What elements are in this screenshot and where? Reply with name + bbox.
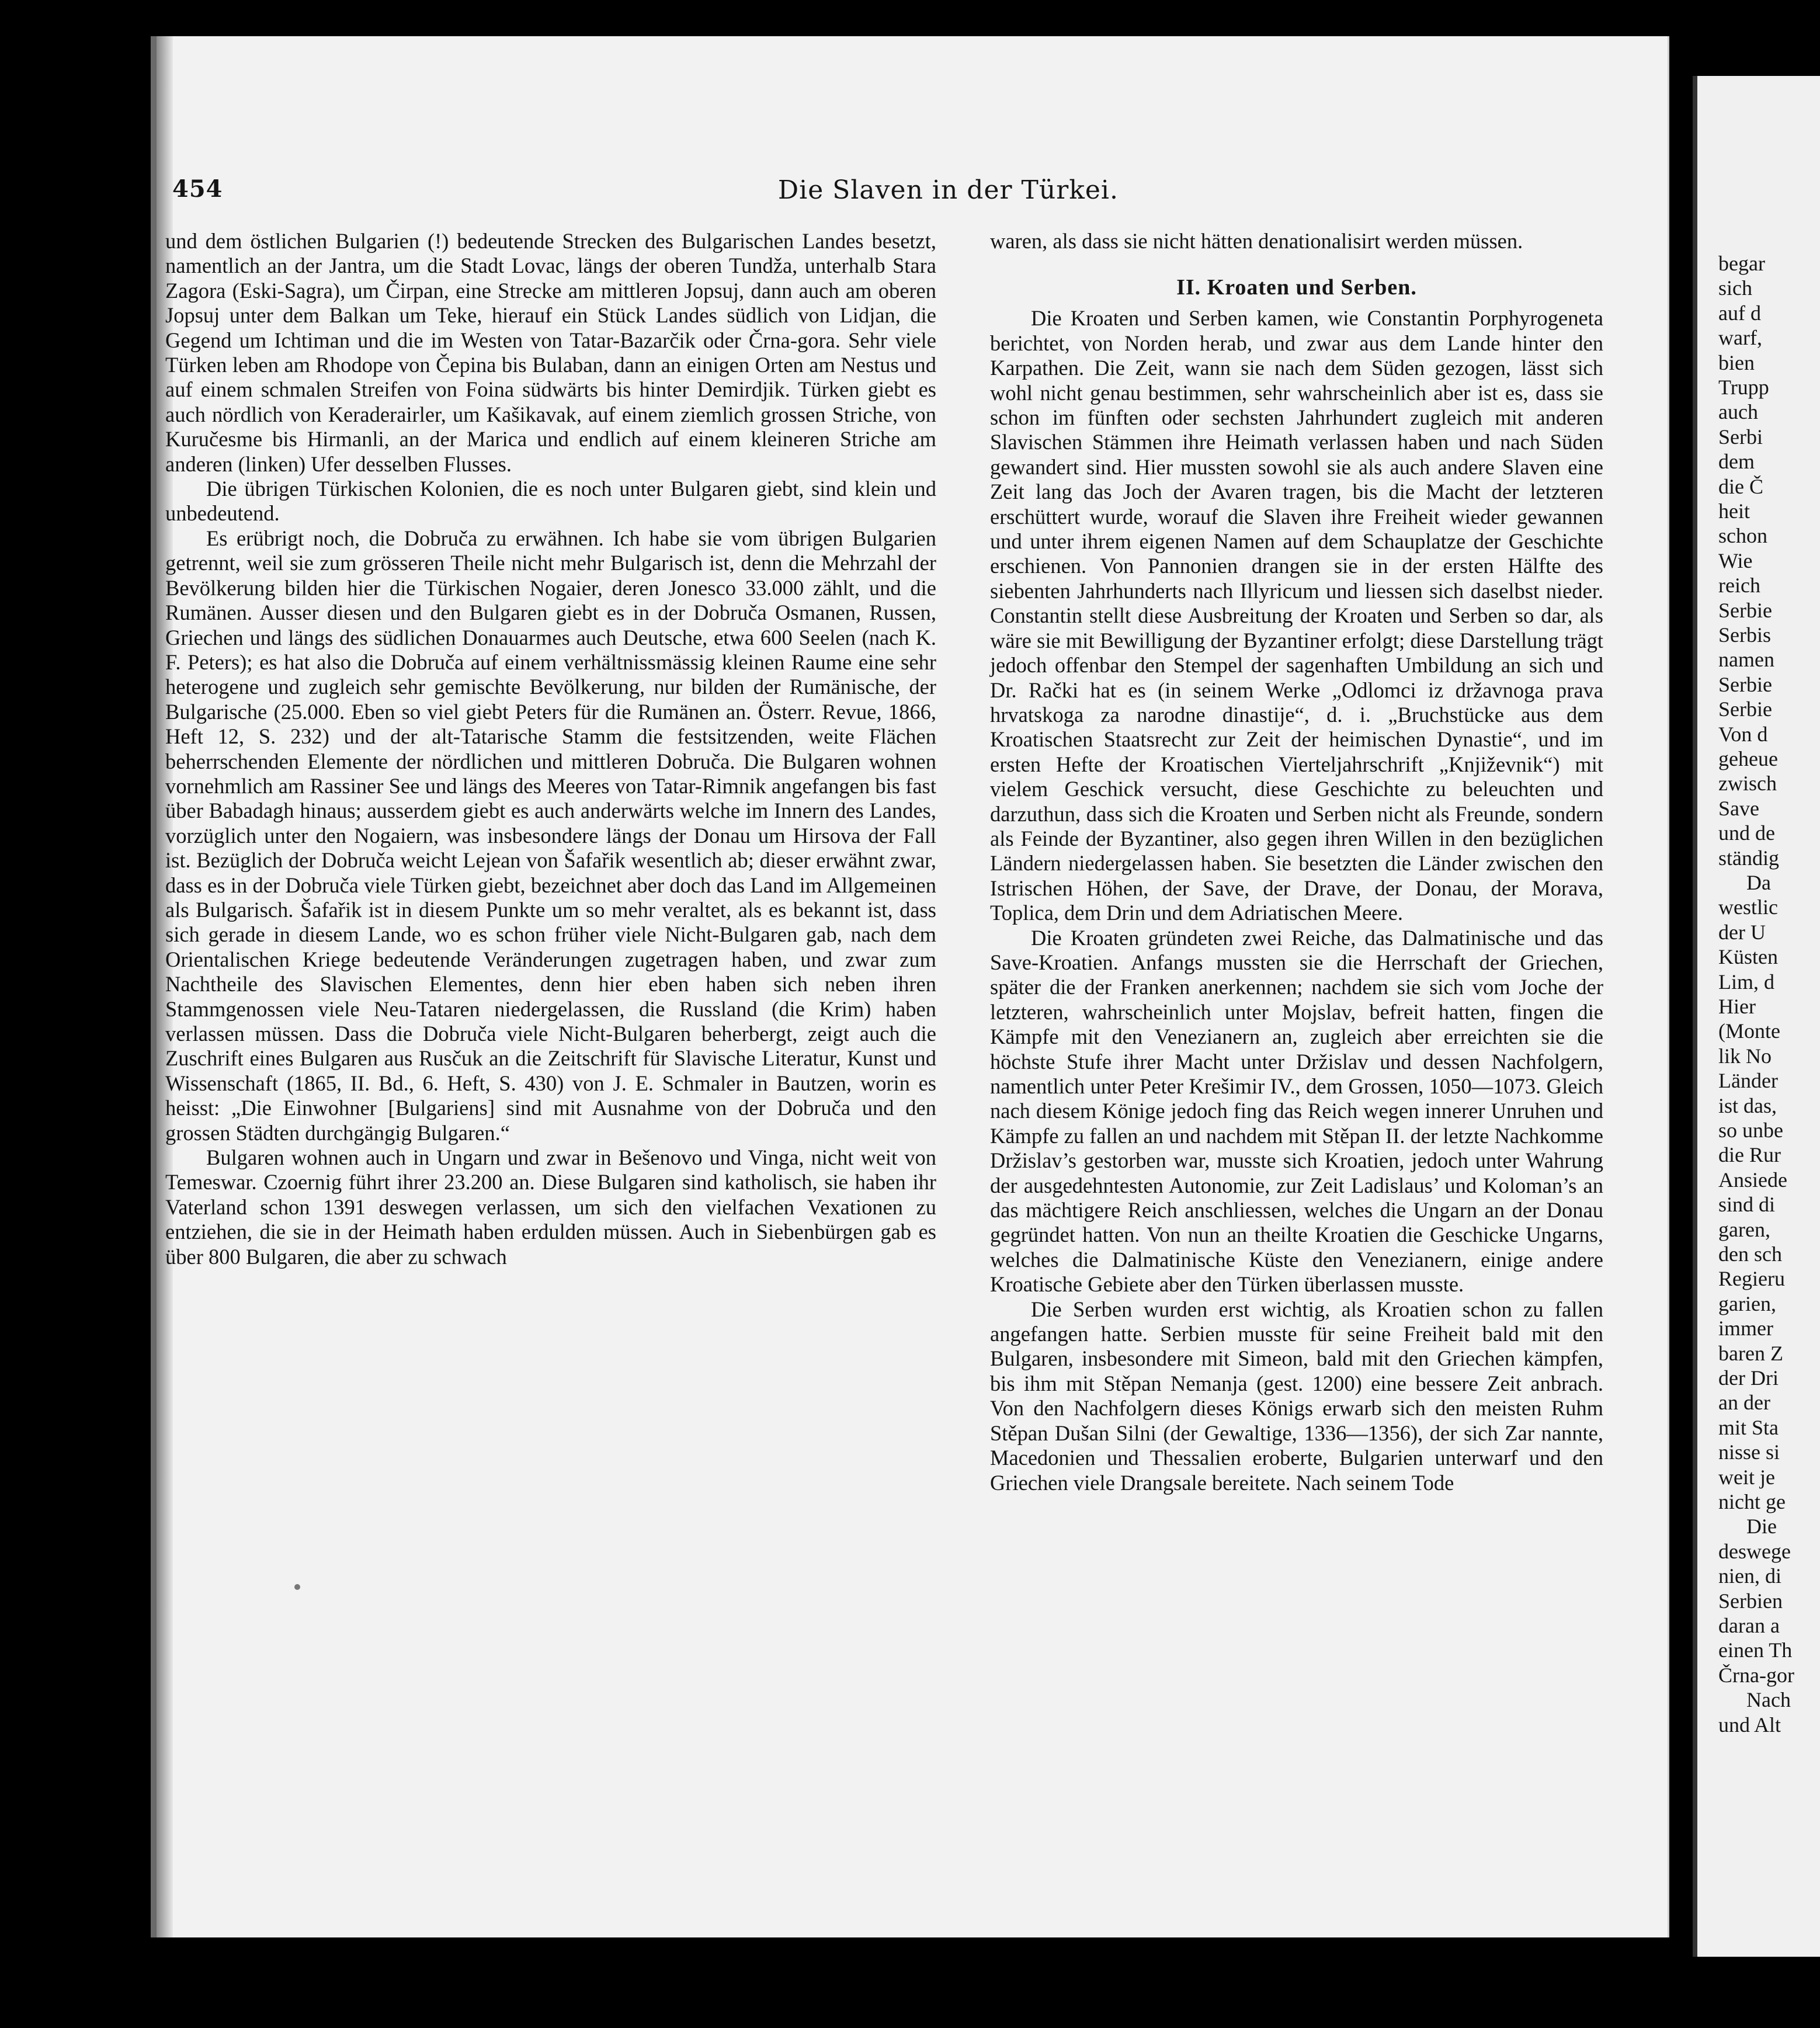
- facing-page-line: lik No: [1718, 1044, 1772, 1068]
- page-header: [172, 175, 1119, 210]
- facing-page-line: Serbis: [1718, 623, 1771, 647]
- right-paragraph-3: Die Serben wurden erst wichtig, als Kroatien schon zu fallen angefangen hatte. Serbien musste für seine Freiheit bald mit den Bulgaren, insbesondere mit Simeon, bald mit den Griechen kämpfen, bis ihm mit Stěpan Nemanja (gest. 1200) eine bessere Zeit anbrach. Von den Nachfolgern dieses Königs erwarb sich den meisten Ruhm Stěpan Dušan Silni (der Gewaltige, 1336—1356), der sich Zar nannte, Macedonien und Thessalien eroberte, Bulgarien unterwarf und den Griechen viele Drangsale bereitete. Nach seinem Tode: [990, 1297, 1603, 1495]
- facing-page-line: Regieru: [1718, 1267, 1785, 1291]
- facing-page-line: namen: [1718, 648, 1774, 672]
- facing-page-line: dem: [1718, 450, 1755, 474]
- print-speck: [294, 1584, 300, 1590]
- facing-page-line: reich: [1718, 574, 1760, 598]
- facing-page-line: zwisch: [1718, 772, 1777, 796]
- facing-page-line: der Dri: [1718, 1366, 1779, 1390]
- facing-page-line: Da: [1746, 871, 1771, 894]
- facing-page-line: sind di: [1718, 1193, 1776, 1217]
- facing-page-line: Črna-gor: [1718, 1663, 1794, 1687]
- left-column: [165, 229, 936, 1269]
- page-number: 454: [172, 175, 223, 203]
- facing-page-line: ständig: [1718, 846, 1779, 870]
- facing-page-line: geheue: [1718, 747, 1778, 770]
- page-edge: [1668, 36, 1669, 1937]
- facing-page-line: Von d: [1718, 722, 1768, 746]
- section-heading: II. Kroaten und Serben.: [1176, 275, 1417, 300]
- facing-page-line: Serbie: [1718, 672, 1772, 696]
- facing-page-line: und Alt: [1718, 1713, 1781, 1737]
- facing-page-line: bien: [1718, 350, 1755, 374]
- facing-page-line: so unbe: [1718, 1119, 1783, 1142]
- facing-page-line: garien,: [1718, 1291, 1776, 1315]
- left-paragraph-2: Die übrigen Türkischen Kolonien, die es noch unter Bulgaren giebt, sind klein und unbedeutend.: [165, 477, 936, 526]
- left-paragraph-3: Es erübrigt noch, die Dobruča zu erwähnen. Ich habe sie vom übrigen Bulgarien getrennt, weil sie zum grösseren Theile nicht mehr Bulgarisch ist, denn die Mehrzahl der Bevölkerung bilden hier die Türkischen Nogaier, deren Jonesco 33.000 zählt, und die Rumänen. Ausser diesen und den Bulgaren giebt es in der Dobruča Osmanen, Russen, Griechen und längs des südlichen Donauarmes auch Deutsche, etwa 600 Seelen (nach K. F. Peters); es hat also die Dobruča auf einem verhältnissmässig kleinen Raume eine sehr heterogene und zugleich sehr gemischte Bevölkerung, nur bilden der Rumänische, der Bulgarische (25.000. Eben so viel giebt Peters für die Rumänen an. Österr. Revue, 1866, Heft 12, S. 232) und der alt-Tatarische Stamm die festsitzenden, weite Flächen beherrschenden Elemente der nördlichen und mittleren Dobruča. Die Bulgaren wohnen vornehmlich am Rassiner See und längs des Meeres von Tatar-Rimnik angefangen bis fast über Babadagh hinaus; ausserdem giebt es auch anderwärts welche im Innern des Landes, vorzüglich unter den Nogaiern, was insbesondere längs der Donau um Hirsova der Fall ist. Bezüglich der Dobruča weicht Lejean von Šafařik wesentlich ab; dieser erwähnt zwar, dass es in der Dobruča viele Türken giebt, bezeichnet aber doch das Land im Allgemeinen als Bulgarisch. Šafařik ist in diesem Punkte um so mehr veraltet, als es bekannt ist, dass sich gerade in diesem Lande, wo es schon früher viele Nicht-Bulgaren gab, nach dem Orientalischen Kriege bedeutende Veränderungen zugetragen haben, und zwar zum Nachtheile des Slavischen Elementes, denn hier eben haben sich neben ihren Stammgenossen viele Neu-Tataren niedergelassen, die Russland (die Krim) haben verlassen müssen. Dass die Dobruča viele Nicht-Bulgaren beherbergt, zeigt auch die Zuschrift eines Bulgaren aus Rusčuk an die Zeitschrift für Slavische Literatur, Kunst und Wissenschaft (1865, II. Bd., 6. Heft, S. 430) von J. E. Schmaler in Bautzen, worin es heisst: „Die Einwohner [Bulgariens] sind mit Ausnahme von der Dobruča und den grossen Städten durchgängig Bulgaren.“: [165, 526, 936, 1145]
- facing-page-line: deswege: [1718, 1539, 1791, 1563]
- facing-page-line: Hier: [1718, 995, 1756, 1018]
- facing-page-line: nien, di: [1718, 1564, 1781, 1588]
- facing-page-line: Serbie: [1718, 598, 1772, 622]
- facing-page-line: daran a: [1718, 1614, 1780, 1637]
- facing-page-line: Serbi: [1718, 425, 1763, 449]
- right-column: [990, 229, 1603, 1495]
- facing-page-line: ist das,: [1718, 1093, 1777, 1117]
- running-title: Die Slaven in der Türkei.: [777, 175, 1119, 205]
- facing-page-line: nisse si: [1718, 1440, 1780, 1464]
- facing-page-line: einen Th: [1718, 1638, 1793, 1662]
- facing-page-line: westlic: [1718, 895, 1778, 919]
- facing-page-line: Länder: [1718, 1069, 1778, 1093]
- right-paragraph-1: Die Kroaten und Serben kamen, wie Constantin Porphyrogeneta berichtet, von Norden herab, und zwar aus dem Lande hinter den Karpathen. Die Zeit, wann sie nach dem Süden gezogen, lässt sich wohl nicht genau bestimmen, sehr wahrscheinlich aber ist es, dass sie schon im fünften oder sechsten Jahrhundert zugleich mit anderen Slavischen Stämmen ihre Heimath verlassen haben und nach Süden gewandert sind. Hier mussten sowohl sie als auch andere Slaven eine Zeit lang das Joch der Avaren tragen, bis die Macht der letzteren erschüttert wurde, worauf die Slaven ihre Freiheit wieder gewannen und unter ihrem eigenen Namen auf dem Schauplatze der Geschichte erschienen. Von Pannonien drangen sie in der ersten Hälfte des siebenten Jahrhunderts nach Illyricum und liessen sich daselbst nieder. Constantin stellt diese Ausbreitung der Kroaten und Serben so dar, als wäre sie mit Bewilligung der Byzantiner erfolgt; diese Darstellung trägt jedoch offenbar den Stempel der sagenhaften Umbildung an sich und Dr. Rački hat es (in seinem Werke „Odlomci iz državnoga prava hrvatskoga za narodne dinastije“, d. i. „Bruchstücke aus dem Kroatischen Staatsrecht zur Zeit der heimischen Dynastie“, und im ersten Hefte der Kroatischen Vierteljahrschrift „Književnik“) mit vielem Geschick versucht, diese Geschichte zu beleuchten und darzuthun, dass sich die Kroaten und Serben nicht als Freunde, sondern als Feinde der Byzantiner, also gegen ihren Willen in den bezüglichen Ländern niedergelassen haben. Sie besetzten die Länder zwischen den Istrischen Höhen, der Save, der Drave, der Donau, der Morava, Toplica, dem Drin und dem Adriatischen Meere.: [990, 306, 1603, 925]
- facing-page-line: Serbie: [1718, 697, 1772, 721]
- facing-page-line: an der: [1718, 1391, 1770, 1415]
- facing-page-line: Trupp: [1718, 376, 1769, 399]
- right-intro-paragraph: waren, als dass sie nicht hätten denationalisirt werden müssen.: [990, 229, 1523, 253]
- facing-page-line: Küsten: [1718, 945, 1778, 969]
- facing-page-line: mit Sta: [1718, 1415, 1779, 1439]
- facing-page-line: nicht ge: [1718, 1490, 1786, 1513]
- facing-page-line: baren Z: [1718, 1341, 1783, 1365]
- facing-page-line: Save: [1718, 796, 1759, 820]
- facing-page-line: heit: [1718, 499, 1750, 523]
- facing-page-line: garen,: [1718, 1217, 1770, 1241]
- facing-page-line: Nach: [1746, 1688, 1791, 1712]
- facing-page-line: immer: [1718, 1317, 1773, 1341]
- facing-page-line: (Monte: [1718, 1019, 1780, 1043]
- left-paragraph-4: Bulgaren wohnen auch in Ungarn und zwar in Bešenovo und Vinga, nicht weit von Temeswar. Czoernig führt ihrer 23.200 an. Diese Bulgaren sind katholisch, sie haben ihr Vaterland schon 1391 deswegen verlassen, um sich den vielfachen Vexationen zu entziehen, die sie in der Heimath haben erdulden müssen. Auch in Siebenbürgen gab es über 800 Bulgaren, die aber zu schwach: [165, 1145, 936, 1269]
- left-paragraph-1: und dem östlichen Bulgarien (!) bedeutende Strecken des Bulgarischen Landes besetzt, namentlich an der Jantra, um die Stadt Lovac, längs der oberen Tundža, unterhalb Stara Zagora (Eski-Sagra), um Čirpan, eine Strecke am mittleren Jopsuj, dann auch am oberen Jopsuj unter dem Balkan um Teke, hierauf ein Stück Landes südlich von Lidjan, die Gegend um Ichtiman und die im Westen von Tatar-Bazarčik oder Črna-gora. Sehr viele Türken leben am Rhodope von Čepina bis Bulaban, dann an einigen Orten am Nestus und auf einem schmalen Streifen von Foina südwärts bis hinter Demirdjik. Türken giebt es auch nördlich von Keraderairler, um Kašikavak, auf einem ziemlich grossen Striche, von Kuručesme bis Hirmanli, an der Marica und endlich auf einem kleineren Striche am anderen (linken) Ufer desselben Flusses.: [165, 229, 936, 476]
- facing-page-line: warf,: [1718, 326, 1762, 350]
- facing-page-line: Ansiede: [1718, 1168, 1787, 1192]
- facing-page-line: Serbien: [1718, 1589, 1783, 1613]
- facing-page-line: Die: [1746, 1515, 1777, 1539]
- facing-page-line: den sch: [1718, 1242, 1782, 1266]
- facing-page-line: Lim, d: [1718, 970, 1774, 994]
- facing-page-line: Wie: [1718, 548, 1753, 572]
- facing-page-line: und de: [1718, 821, 1775, 845]
- facing-page-line: auch: [1718, 400, 1758, 424]
- facing-page-line: schon: [1718, 524, 1767, 548]
- facing-page-line: der U: [1718, 920, 1766, 944]
- facing-page-fragment: [1693, 76, 1820, 1957]
- facing-page-line: begar: [1718, 252, 1765, 275]
- facing-page-line: die Č: [1718, 474, 1763, 498]
- facing-page-line: auf d: [1718, 301, 1761, 325]
- facing-page-line: die Rur: [1718, 1143, 1781, 1167]
- right-paragraph-2: Die Kroaten gründeten zwei Reiche, das Dalmatinische und das Save-Kroatien. Anfangs mussten sie die Herrschaft der Griechen, später die der Franken anerkennen; nachdem sie sich vom Joche der letzteren, wahrscheinlich unter Mojslav, befreit hatten, fingen die Kämpfe mit den Venezianern an, zugleich aber erreichten sie die höchste Stufe ihrer Macht unter Držislav und dessen Nachfolgern, namentlich unter Peter Krešimir IV., dem Grossen, 1050—1073. Gleich nach diesem Könige jedoch fing das Reich wegen innerer Unruhen und Kämpfe zu fallen an und nachdem mit Stěpan II. der letzte Nachkomme Držislav’s gestorben war, musste sich Kroatien, jedoch unter Wahrung der ausgedehntesten Autonomie, zur Zeit Ladislaus’ und Koloman’s an das mächtigere Reich anschliessen, welches die Ungarn an der Donau gegründet hatten. Von nun an theilte Kroatien die Geschicke Ungarns, welches die Dalmatinische Küste den Venezianern, einige andere Kroatische Gebiete aber den Türken überlassen musste.: [990, 925, 1603, 1297]
- facing-page-line: weit je: [1718, 1465, 1775, 1489]
- facing-page-line: sich: [1718, 276, 1752, 300]
